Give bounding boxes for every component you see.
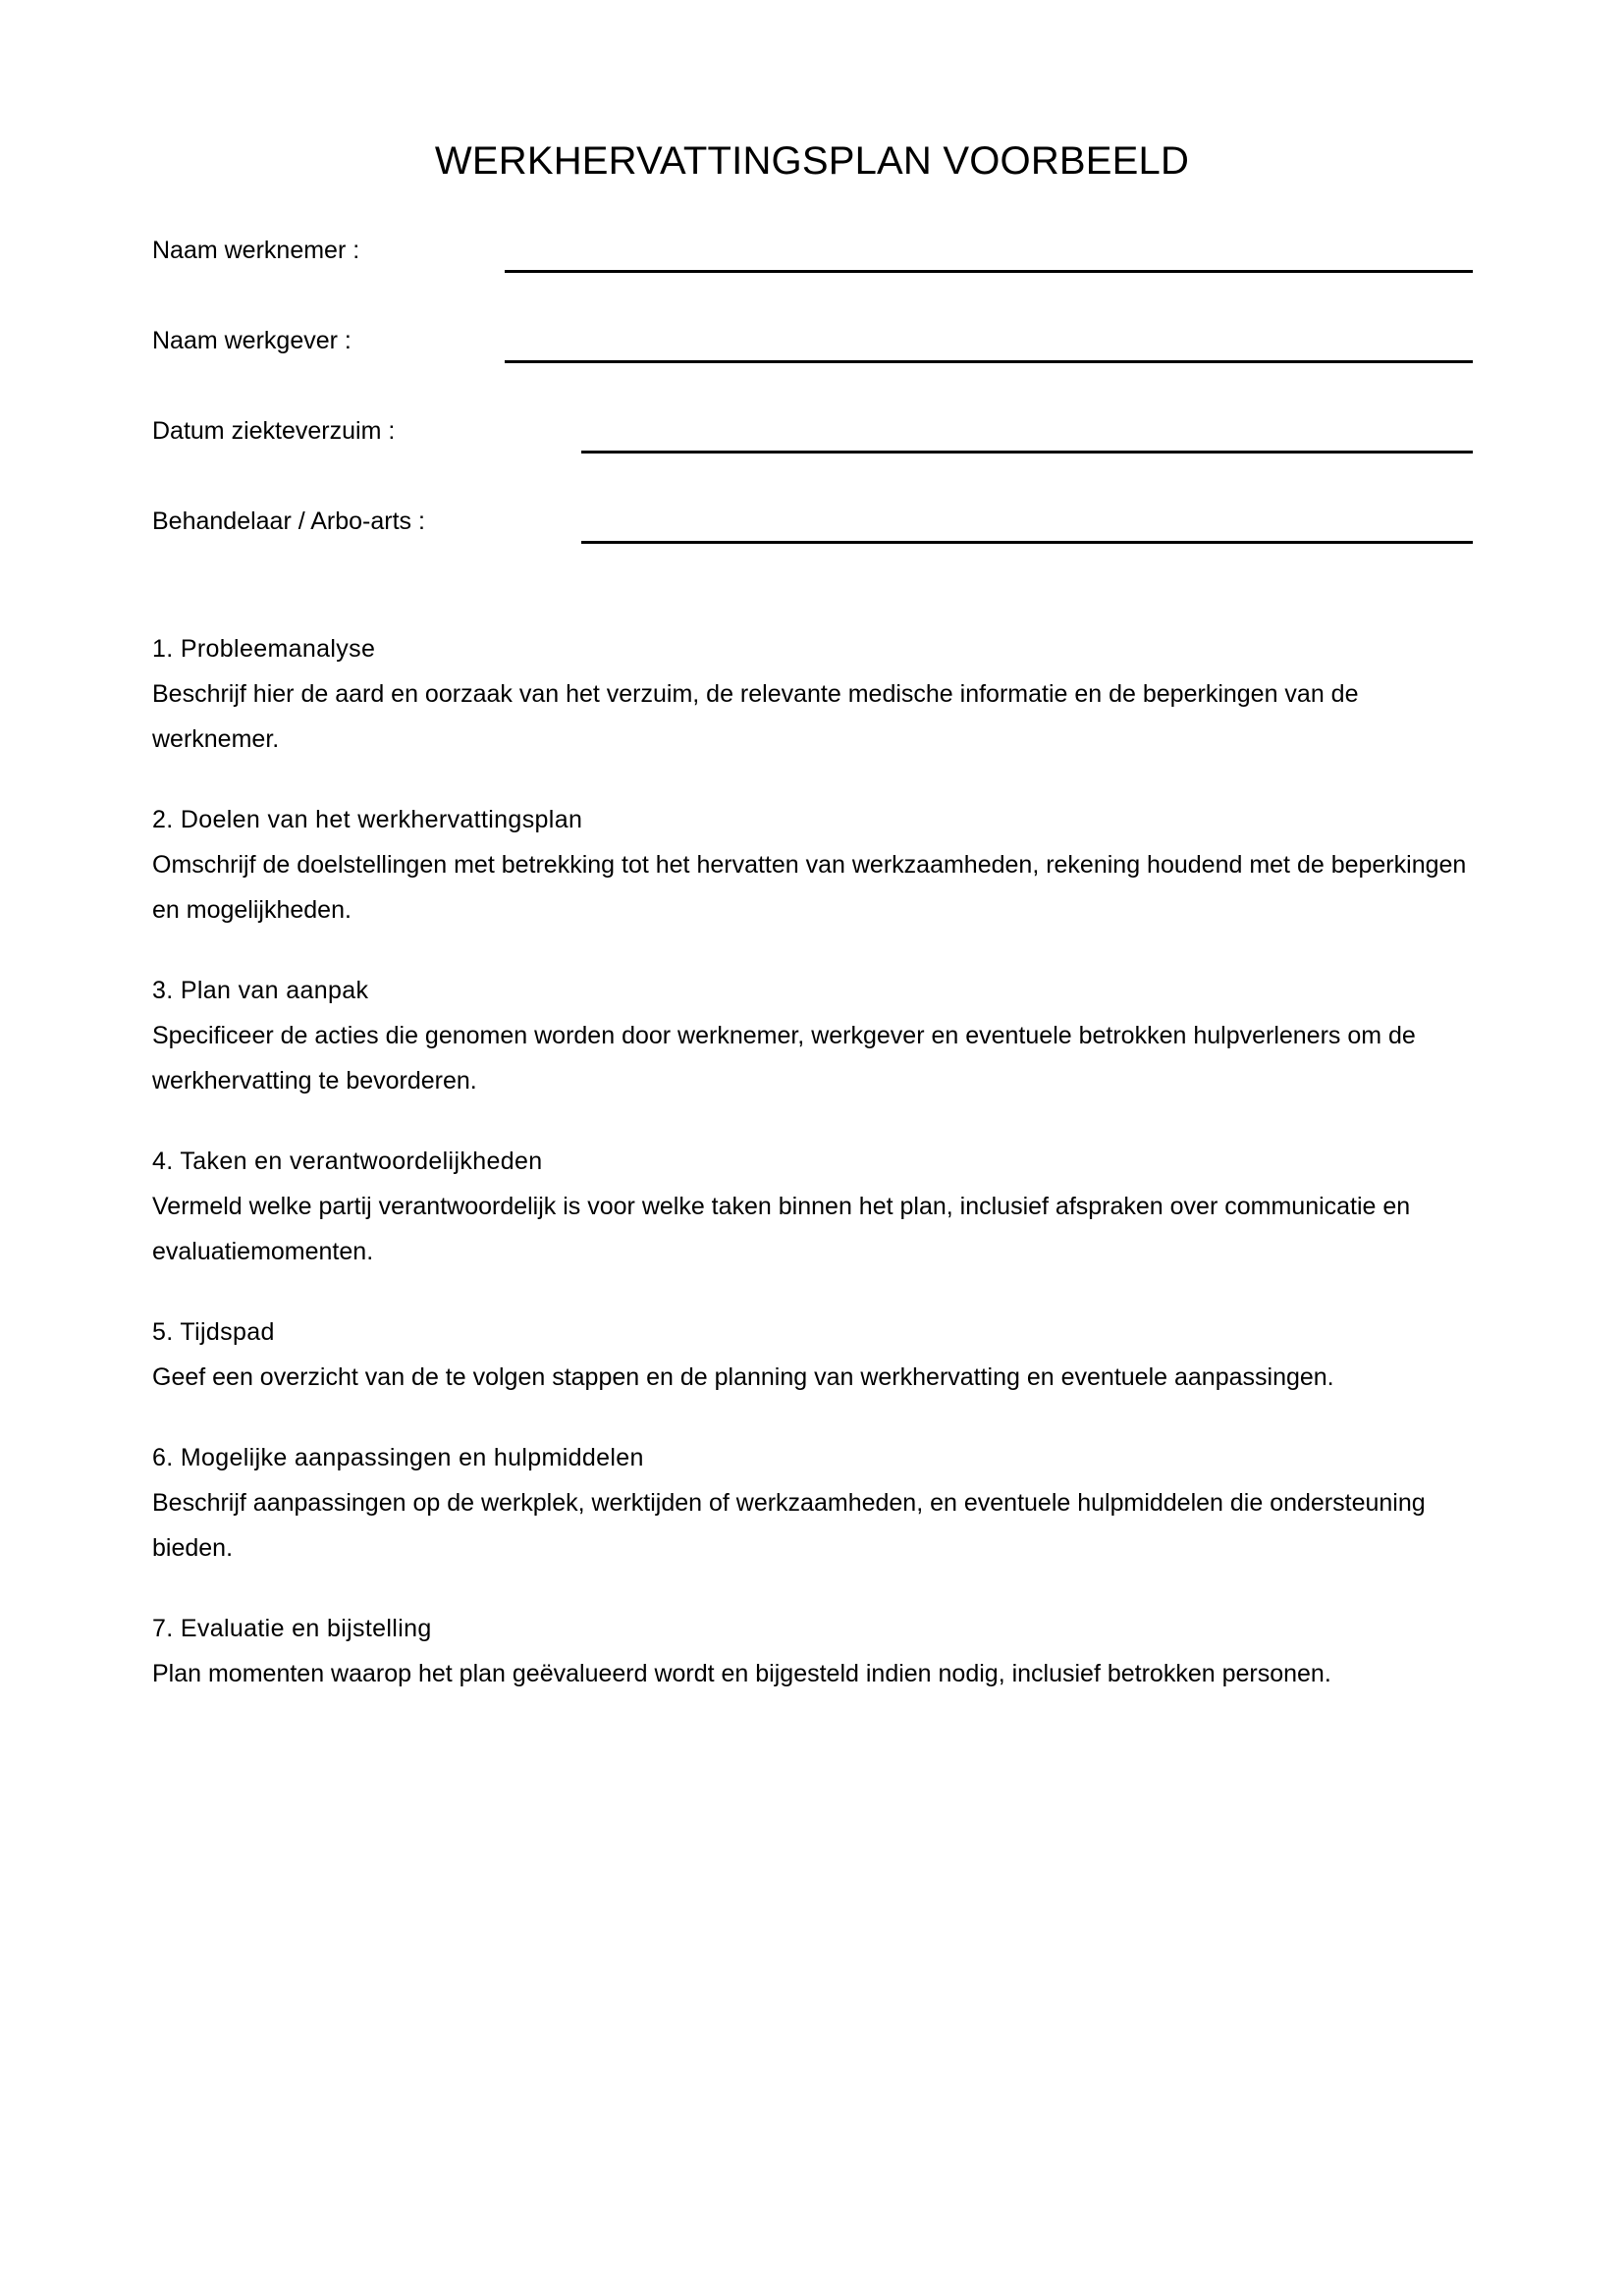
form-field-input-line[interactable] xyxy=(581,451,1473,454)
sections-list xyxy=(152,626,1468,1696)
form-field-input-line[interactable] xyxy=(505,270,1473,273)
document-section xyxy=(152,1606,1468,1696)
form-fields-block xyxy=(152,234,1473,595)
section-heading: 2. Doelen van het werkhervattingsplan xyxy=(152,806,583,833)
section-heading: 3. Plan van aanpak xyxy=(152,977,369,1004)
document-section xyxy=(152,1435,1468,1571)
section-heading: 6. Mogelijke aanpassingen en hulpmiddelen xyxy=(152,1444,644,1471)
document-section xyxy=(152,797,1468,933)
form-field-label: Behandelaar / Arbo-arts : xyxy=(152,507,425,535)
section-heading: 1. Probleemanalyse xyxy=(152,635,376,663)
document-section xyxy=(152,1139,1468,1274)
section-body-text: Plan momenten waarop het plan geëvalueerd wordt en bijgesteld indien nodig, inclusief betrokken personen. xyxy=(152,1660,1331,1687)
section-body-text: Vermeld welke partij verantwoordelijk is voor welke taken binnen het plan, inclusief afspraken over communicatie en evaluatiemomenten. xyxy=(152,1193,1411,1265)
section-heading: 7. Evaluatie en bijstelling xyxy=(152,1615,432,1642)
form-row xyxy=(152,324,1473,414)
section-body-text: Beschrijf hier de aard en oorzaak van het verzuim, de relevante medische informatie en de beperkingen van de werknemer. xyxy=(152,680,1359,753)
form-row xyxy=(152,414,1473,505)
document-section xyxy=(152,626,1468,762)
section-body-text: Omschrijf de doelstellingen met betrekking tot het hervatten van werkzaamheden, rekening houdend met de beperkingen en mogelijkheden. xyxy=(152,851,1467,924)
form-row xyxy=(152,505,1473,595)
section-heading: 4. Taken en verantwoordelijkheden xyxy=(152,1148,543,1175)
document-section xyxy=(152,1309,1468,1400)
form-row xyxy=(152,234,1473,324)
form-field-input-line[interactable] xyxy=(581,541,1473,544)
form-field-label: Naam werkgever : xyxy=(152,327,352,354)
form-field-input-line[interactable] xyxy=(505,360,1473,363)
section-body-text: Specificeer de acties die genomen worden door werknemer, werkgever en eventuele betrokken hulpverleners om de werkhervatting te bevorderen. xyxy=(152,1022,1416,1095)
section-body-text: Geef een overzicht van de te volgen stappen en de planning van werkhervatting en eventuele aanpassingen. xyxy=(152,1363,1334,1391)
form-field-label: Naam werknemer : xyxy=(152,237,360,264)
document-section xyxy=(152,968,1468,1103)
form-field-label: Datum ziekteverzuim : xyxy=(152,417,396,445)
section-heading: 5. Tijdspad xyxy=(152,1318,275,1346)
section-body-text: Beschrijf aanpassingen op de werkplek, werktijden of werkzaamheden, en eventuele hulpmiddelen die ondersteuning bieden. xyxy=(152,1489,1426,1562)
page-title: WERKHERVATTINGSPLAN VOORBEELD xyxy=(434,138,1190,183)
